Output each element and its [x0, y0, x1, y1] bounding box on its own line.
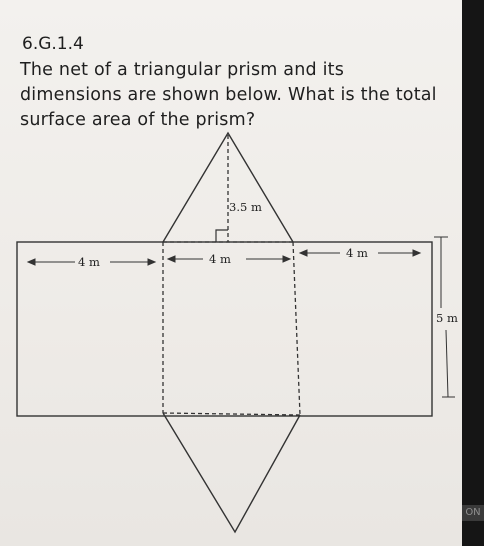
edge-label: ON: [462, 505, 484, 521]
label-right-width: 4 m: [346, 246, 368, 260]
fold-line-right: [293, 242, 300, 415]
label-triangle-height: 3.5 m: [229, 200, 262, 214]
problem-question: The net of a triangular prism and its dimensions are shown below. What is the total surface area of the prism?: [20, 60, 437, 130]
label-side-height: 5 m: [436, 311, 458, 325]
fold-line-bottom: [163, 413, 300, 415]
label-left-width: 4 m: [78, 255, 100, 269]
label-middle-width: 4 m: [209, 252, 231, 266]
bottom-triangle: [163, 413, 300, 532]
problem-number: 6.G.1.4: [22, 34, 84, 54]
right-angle-marker: [216, 230, 228, 242]
